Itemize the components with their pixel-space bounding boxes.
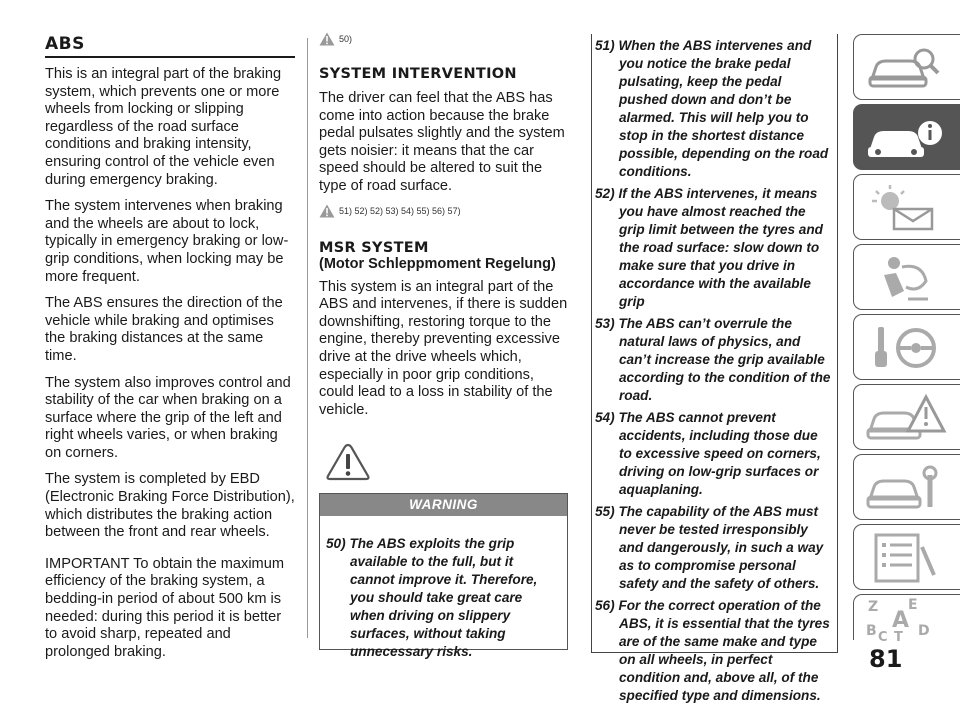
note-number: 56) <box>595 598 615 613</box>
abs-paragraph: This is an integral part of the braking system, which prevents one or more wheels from locking or slipping regardless of the road surface conditions and braking intensity, ensuring control of the vehicle even during emergency braking. <box>45 66 282 188</box>
reference-numbers: 51) 52) 52) 53) 54) 55) 56) 57) <box>339 205 461 216</box>
note-text: If the ABS intervenes, it means you have almost reached the grip limit between the tyres and the road surface: slow down to make sure that you drive in accordance with the available grip <box>618 186 823 309</box>
note-number: 50) <box>326 536 346 551</box>
car-wrench-icon <box>864 461 950 515</box>
abs-paragraph: The ABS ensures the direction of the vehicle while braking and optimises the braking distances at the same time. <box>45 295 283 364</box>
note-item <box>595 185 831 311</box>
column-divider <box>307 38 308 638</box>
note-item <box>595 315 831 405</box>
tab-maintenance[interactable] <box>853 454 960 520</box>
index-letter: A <box>892 608 910 633</box>
left-column <box>45 34 295 661</box>
airbag-passenger-icon <box>864 251 950 305</box>
warning-label: WARNING <box>320 494 567 516</box>
msr-heading: MSR SYSTEM <box>319 239 429 256</box>
tab-safety[interactable] <box>853 174 960 240</box>
warning-triangle-icon <box>319 204 335 218</box>
car-info-icon <box>864 111 950 165</box>
note-number: 55) <box>595 504 615 519</box>
car-hazard-icon <box>864 391 950 445</box>
alphabet-index-icon <box>864 595 950 641</box>
note-item <box>595 37 831 181</box>
note-text: When the ABS intervenes and you notice the brake pedal pulsating, keep the pedal pushed down and don’t be alarmed. This will help you to stop in the shortest distance possible, depending on the road conditions. <box>618 38 829 179</box>
note-item <box>595 409 831 499</box>
index-letter: Z <box>868 599 879 615</box>
note-text: The ABS cannot prevent accidents, including those due to excessive speed on corners, driving on low-grip surfaces or aquaplaning. <box>618 410 821 497</box>
tab-emergency[interactable] <box>853 384 960 450</box>
tab-knowing-instrument-panel[interactable] <box>853 104 960 170</box>
warning-triangle-icon <box>326 443 370 481</box>
key-steering-wheel-icon <box>864 321 950 375</box>
tab-warning-lights[interactable] <box>853 314 960 380</box>
reference-numbers: 50) <box>339 34 353 44</box>
index-letter: T <box>894 630 903 641</box>
msr-subheading: (Motor Schleppmoment Regelung) <box>319 255 556 272</box>
tab-getting-to-know-car[interactable] <box>853 34 960 100</box>
light-envelope-icon <box>864 181 950 235</box>
note-text: For the correct operation of the ABS, it is essential that the tyres are of the same make and type on all wheels, in perfect condition and, above all, of the specified type and dimensions. <box>618 598 830 703</box>
tab-technical-data[interactable] <box>853 524 960 590</box>
index-letter: D <box>918 623 930 639</box>
abs-paragraph: The system intervenes when braking and the wheels are about to lock, typically in emergency braking or low-grip conditions, when locking may be more frequent. <box>45 198 289 285</box>
tab-index[interactable] <box>853 594 960 640</box>
warning-reference-top <box>319 32 569 46</box>
abs-paragraph: The system is completed by EBD (Electronic Braking Force Distribution), which distributes the braking action between the front and rear wheels. <box>45 471 295 541</box>
index-letter: B <box>866 623 877 639</box>
msr-text: This system is an integral part of the ABS and intervenes, if there is sudden downshifting, restoring torque to the engine, thereby preventing excessive drive at the drive wheels which, especially in poor grip conditions, could lead to a loss in stability of the vehicle. <box>319 278 568 418</box>
abs-paragraph: The system also improves control and stability of the car when braking on a surface where the grip of the left and right wheels varies, or when braking on corners. <box>45 374 291 461</box>
note-text: The capability of the ABS must never be tested irresponsibly and dangerously, in such a way as to compromise personal safety and the safety of others. <box>618 504 824 591</box>
note-item <box>595 503 831 593</box>
note-number: 53) <box>595 316 615 331</box>
notes-box <box>591 34 838 703</box>
note-item <box>595 597 831 705</box>
car-search-icon <box>864 41 950 95</box>
warning-reference-mid <box>319 204 569 218</box>
note-number: 52) <box>595 186 615 201</box>
note-number: 51) <box>595 38 615 53</box>
note-text: The ABS can’t overrule the natural laws of physics, and can’t increase the grip available according to the condition of the road. <box>618 316 831 403</box>
page-number: 81 <box>869 645 903 673</box>
middle-column <box>319 32 569 419</box>
warning-box <box>319 493 568 659</box>
heading-rule <box>45 56 295 58</box>
index-letter: E <box>908 597 918 613</box>
checklist-icon <box>864 531 950 585</box>
note-number: 54) <box>595 410 615 425</box>
system-intervention-heading: SYSTEM INTERVENTION <box>319 66 517 82</box>
abs-heading: ABS <box>45 34 85 54</box>
important-paragraph: IMPORTANT To obtain the maximum efficiency of the braking system, a bedding-in period of about 500 km is needed: during this period it is better to avoid sharp, repeated and prolonged braking. <box>45 555 284 660</box>
warning-note <box>326 535 559 661</box>
tab-starting-driving[interactable] <box>853 244 960 310</box>
warning-triangle-icon <box>319 32 335 46</box>
system-intervention-text: The driver can feel that the ABS has come into action because the brake pedal pulsates slightly and the system gets noisier: it means that the car speed should be altered to suit the type of road surface. <box>319 90 565 194</box>
note-text: The ABS exploits the grip available to the full, but it cannot improve it. Therefore, you should take great care when driving on slippery surfaces, without taking unnecessary risks. <box>349 536 538 659</box>
index-letter: C <box>878 630 888 641</box>
